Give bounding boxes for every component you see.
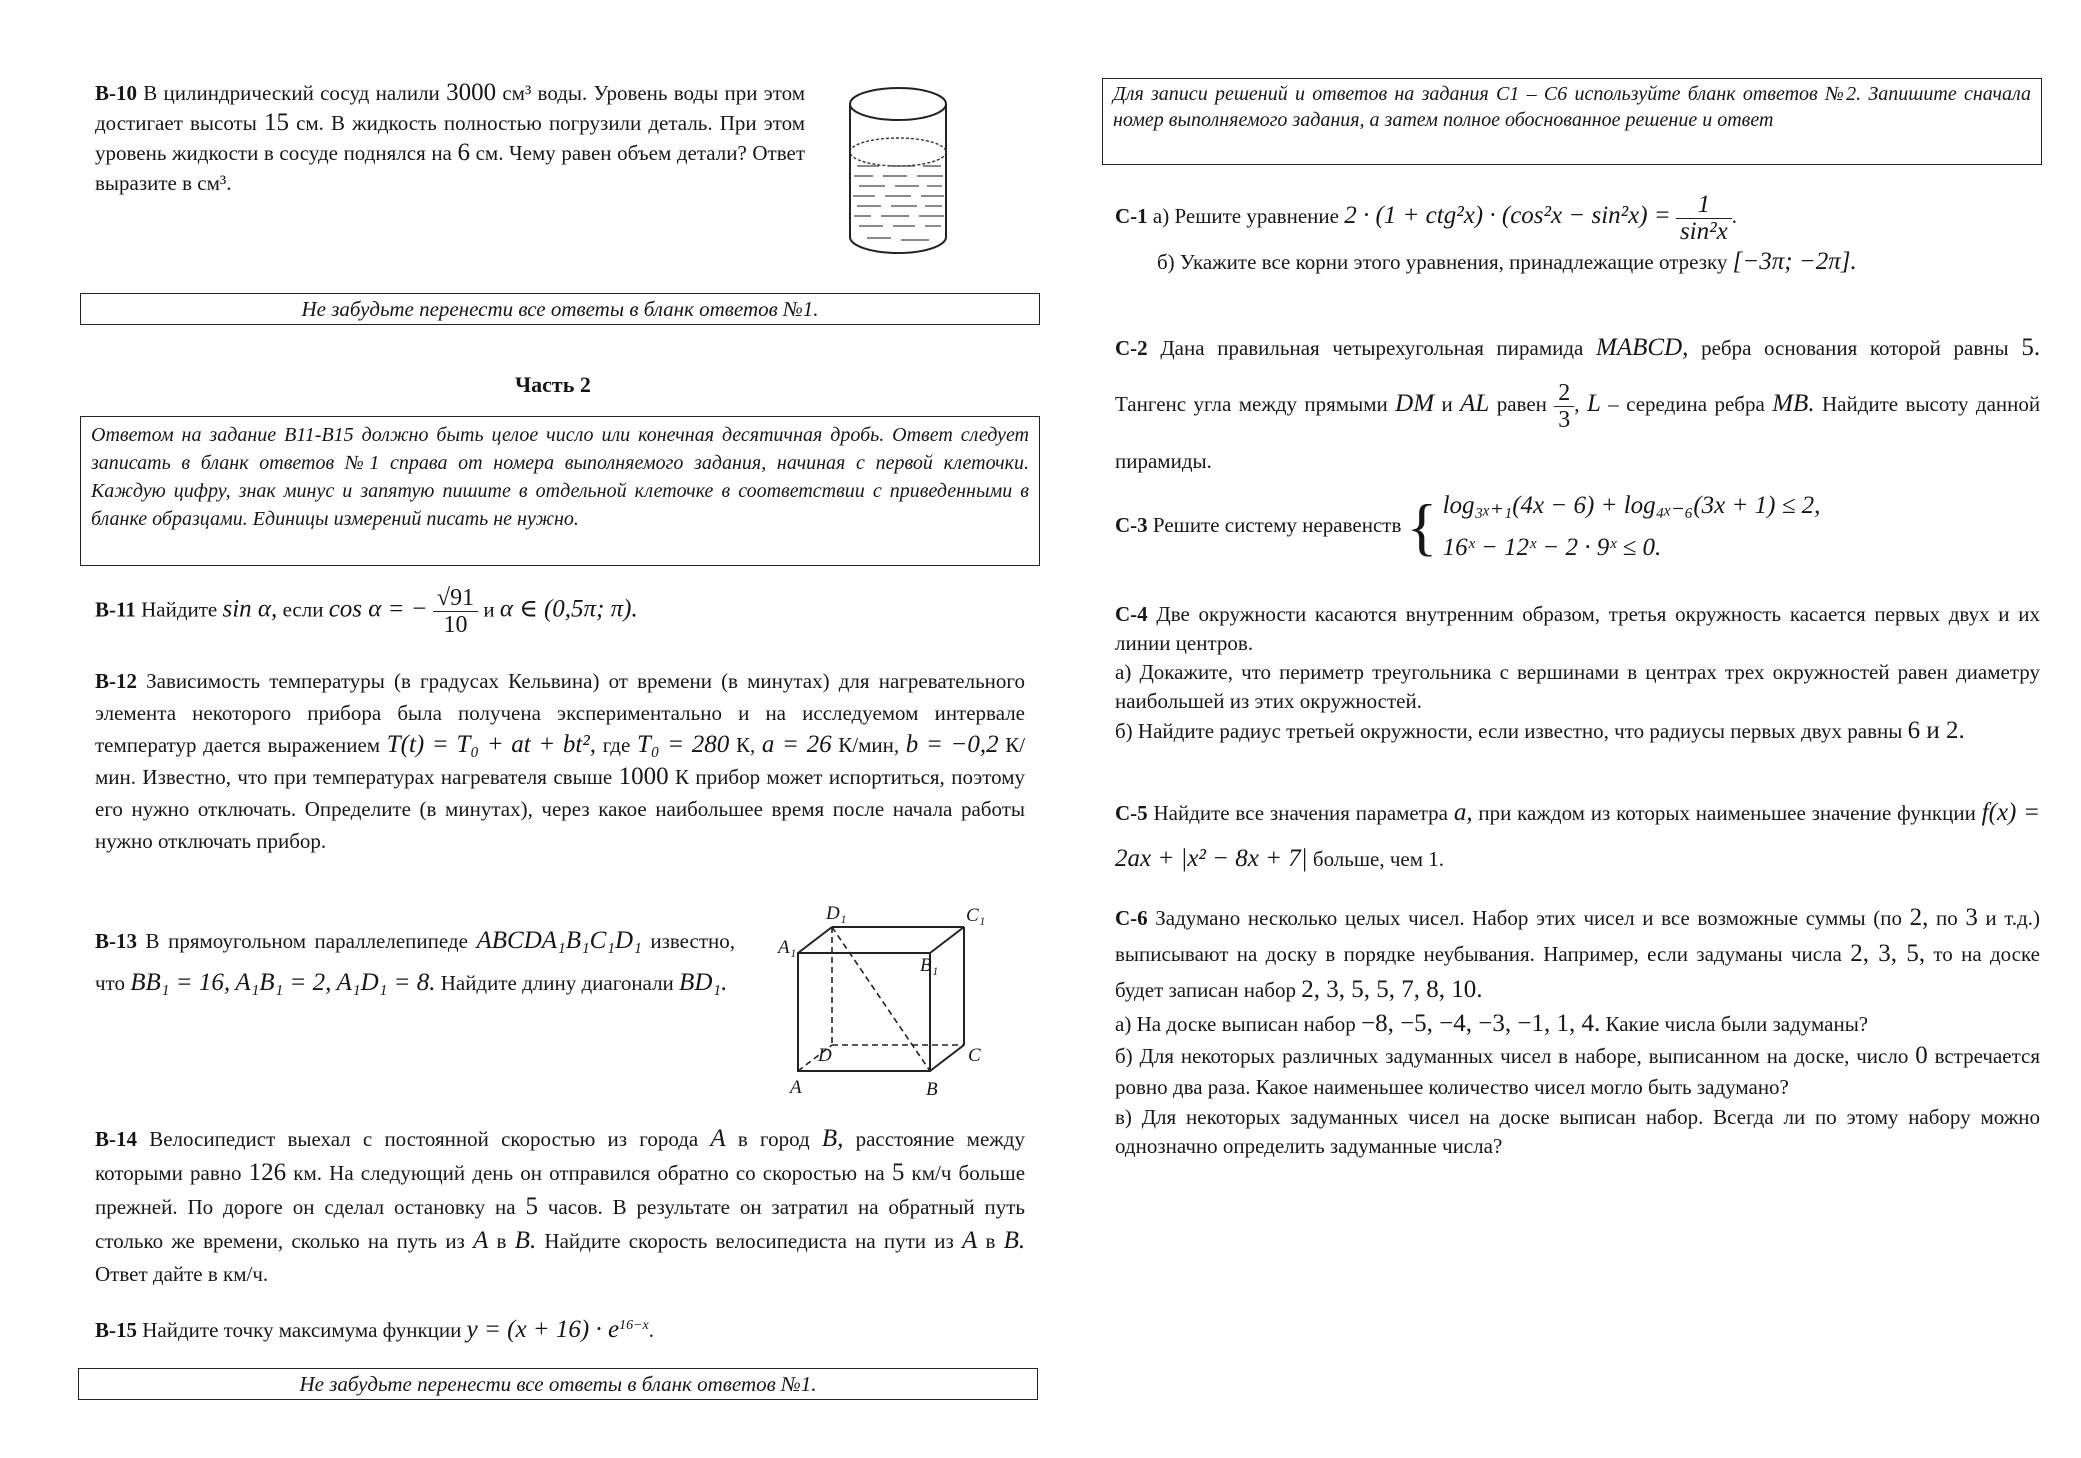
vertex-label-B: B — [926, 1079, 938, 1100]
task-label: В-12 — [95, 669, 137, 693]
task-b10: В-10 В цилиндрический сосуд налили 3000 см³ воды. Уровень воды при этом достигает высоты 15 см. В жидкость полностью погрузили деталь. При этом уровень жидкости в сосуде поднялся на 6 см. Чему равен объем детали? Ответ выразите в см³. — [95, 79, 806, 195]
task-c3: С-3 Решите систему неравенств { log₃ₓ₊₁(4x − 6) + log₄ₓ₋₆(3x + 1) ≤ 2, 16ˣ − 12ˣ − 2 · 9ˣ ≤ 0. — [1115, 485, 2045, 569]
system-brace: { — [1406, 491, 1438, 562]
task-b13: В-13 В прямоугольном параллелепипеде ABCDA₁B₁C₁D₁ известно, что BB₁ = 16, A₁B₁ = 2, A₁D₁ = 8. Найдите длину диагонали BD₁. — [95, 927, 735, 996]
reminder-box-bottom: Не забудьте перенести все ответы в бланк ответов №1. — [78, 1368, 1038, 1400]
part2-instructions-box: Ответом на задание В11-В15 должно быть целое число или конечная десятичная дробь. Ответ следует записать в бланк ответов №1 справа от номера выполняемого задания, начиная с первой клеточки. Каждую цифру, знак минус и запятую пишите в отдельной клеточке в соответствии с приведенными в бланке образцами. Единицы измерений писать не нужно. — [80, 416, 1040, 566]
vertex-label-C: C — [968, 1045, 981, 1066]
reminder-box-top: Не забудьте перенести все ответы в бланк ответов №1. — [80, 293, 1040, 325]
task-label: С-6 — [1115, 906, 1148, 930]
task-c4: С-4 Две окружности касаются внутренним образом, третья окружность касается первых двух и их линии центров. а) Докажите, что периметр треугольника с вершинами в центрах трех окружностей равен диаметру наибольшей из этих окружностей. б) Найдите радиус третьей окружности, если известно, что радиусы первых двух равны 6 и 2. — [1115, 602, 2040, 744]
part2-title: Часть 2 — [515, 372, 591, 397]
task-label: С-3 — [1115, 512, 1148, 537]
task-label: В-15 — [95, 1318, 137, 1342]
vertex-label-D1: D₁ — [826, 903, 847, 924]
task-c1: С-1 а) Решите уравнение 2 · (1 + ctg²x) · (cos²x − sin²x) = $\frac{1}{\text{sin²x}}$ . б) Укажите все корни этого уравнения, принадлежащие отрезку [−3π; −2π]. — [1115, 190, 1857, 275]
task-label: В-10 — [95, 81, 137, 105]
task-label: С-5 — [1115, 801, 1148, 825]
parallelepiped-drawing — [770, 915, 1000, 1105]
task-c5: С-5 Найдите все значения параметра a, при каждом из которых наименьшее значение функции f(x) = 2ax + |x² − 8x + 7| больше, чем 1. — [1115, 799, 2041, 872]
vertex-label-D: D — [818, 1045, 832, 1066]
task-label: В-11 — [95, 597, 136, 622]
vertex-label-A1: A₁ — [778, 937, 797, 958]
task-c6: С-6 Задумано несколько целых чисел. Набор этих чисел и все возможные суммы (по 2, по 3 и т.д.) выписывают на доску в порядке неубывания. Например, если задуманы числа 2, 3, 5, то на доске будет записан набор 2, 3, 5, 5, 7, 8, 10. а) На доске выписан набор −8, −5, −4, −3, −1, 1, 4. Какие числа были задуманы? б) Для некоторых различных задуманных чисел в наборе, выписанном на доске, число 0 встречается ровно два раза. Какое наименьшее количество чисел могло быть задумано? в) Для некоторых задуманных чисел на доске выписан набор. Всегда ли по этому набору можно однозначно определить задуманные числа? — [1115, 904, 2041, 1158]
task-label: С-2 — [1115, 336, 1148, 360]
task-label: В-14 — [95, 1127, 137, 1151]
part-c-instructions-box: Для записи решений и ответов на задания С1 – С6 используйте бланк ответов №2. Запишите сначала номер выполняемого задания, а затем полное обоснованное решение и ответ — [1102, 78, 2042, 165]
task-b14: В-14 Велосипедист выехал с постоянной скоростью из города A в город B, расстояние между которыми равно 126 км. На следующий день он отправился обратно со скоростью на 5 км/ч больше прежней. По дороге он сделал остановку на 5 часов. В результате он затратил на обратный путь столько же времени, сколько на путь из A в B. Найдите скорость велосипедиста на пути из A в B. Ответ дайте в км/ч. — [95, 1125, 1026, 1286]
fraction: $\frac{1}{\text{sin²x}}$ — [1676, 192, 1732, 245]
vertex-label-C1: C₁ — [966, 905, 986, 926]
fraction: $\frac{2}{3}$ — [1554, 380, 1574, 433]
system-lines: log₃ₓ₊₁(4x − 6) + log₄ₓ₋₆(3x + 1) ≤ 2, 16ˣ − 12ˣ − 2 · 9ˣ ≤ 0. — [1442, 492, 1821, 561]
vertex-label-A: A — [790, 1077, 802, 1098]
parallelepiped-figure — [770, 903, 1000, 1105]
task-b15: В-15 Найдите точку максимума функции $y = (x + 16) \cdot e^{16-x}$. — [95, 1316, 655, 1343]
task-b12: В-12 Зависимость температуры (в градусах Кельвина) от времени (в минутах) для нагревательного элемента некоторого прибора была получена экспериментально и на исследуемом интервале температур дается выражением T(t) = T₀ + at + bt², где T₀ = 280 К, a = 26 К/мин, b = −0,2 К/мин. Известно, что при температурах нагревателя свыше 1000 К прибор может испортиться, поэтому его нужно отключать. Определите (в минутах), через какое наибольшее время после начала работы нужно отключать прибор. — [95, 669, 1026, 853]
fraction: $\frac{√91}{10}$ — [433, 585, 478, 638]
task-label: С-1 — [1115, 204, 1148, 228]
task-c2: С-2 Дана правильная четырехугольная пирамида MABCD, ребра основания которой равны 5. Тангенс угла между прямыми DM и AL равен $\frac{2}{3}$ , L – середина ребра MB. Найдите высоту данной пирамиды. — [1115, 334, 2041, 473]
task-label: С-4 — [1115, 602, 1148, 626]
task-b11: В-11 Найдите sin α, если cos α = − $\frac{√91}{10}$ и α ∈ (0,5π; π). — [95, 585, 638, 638]
task-label: В-13 — [95, 929, 137, 953]
cylinder-figure — [845, 82, 955, 262]
vertex-label-B1: B₁ — [920, 955, 939, 976]
